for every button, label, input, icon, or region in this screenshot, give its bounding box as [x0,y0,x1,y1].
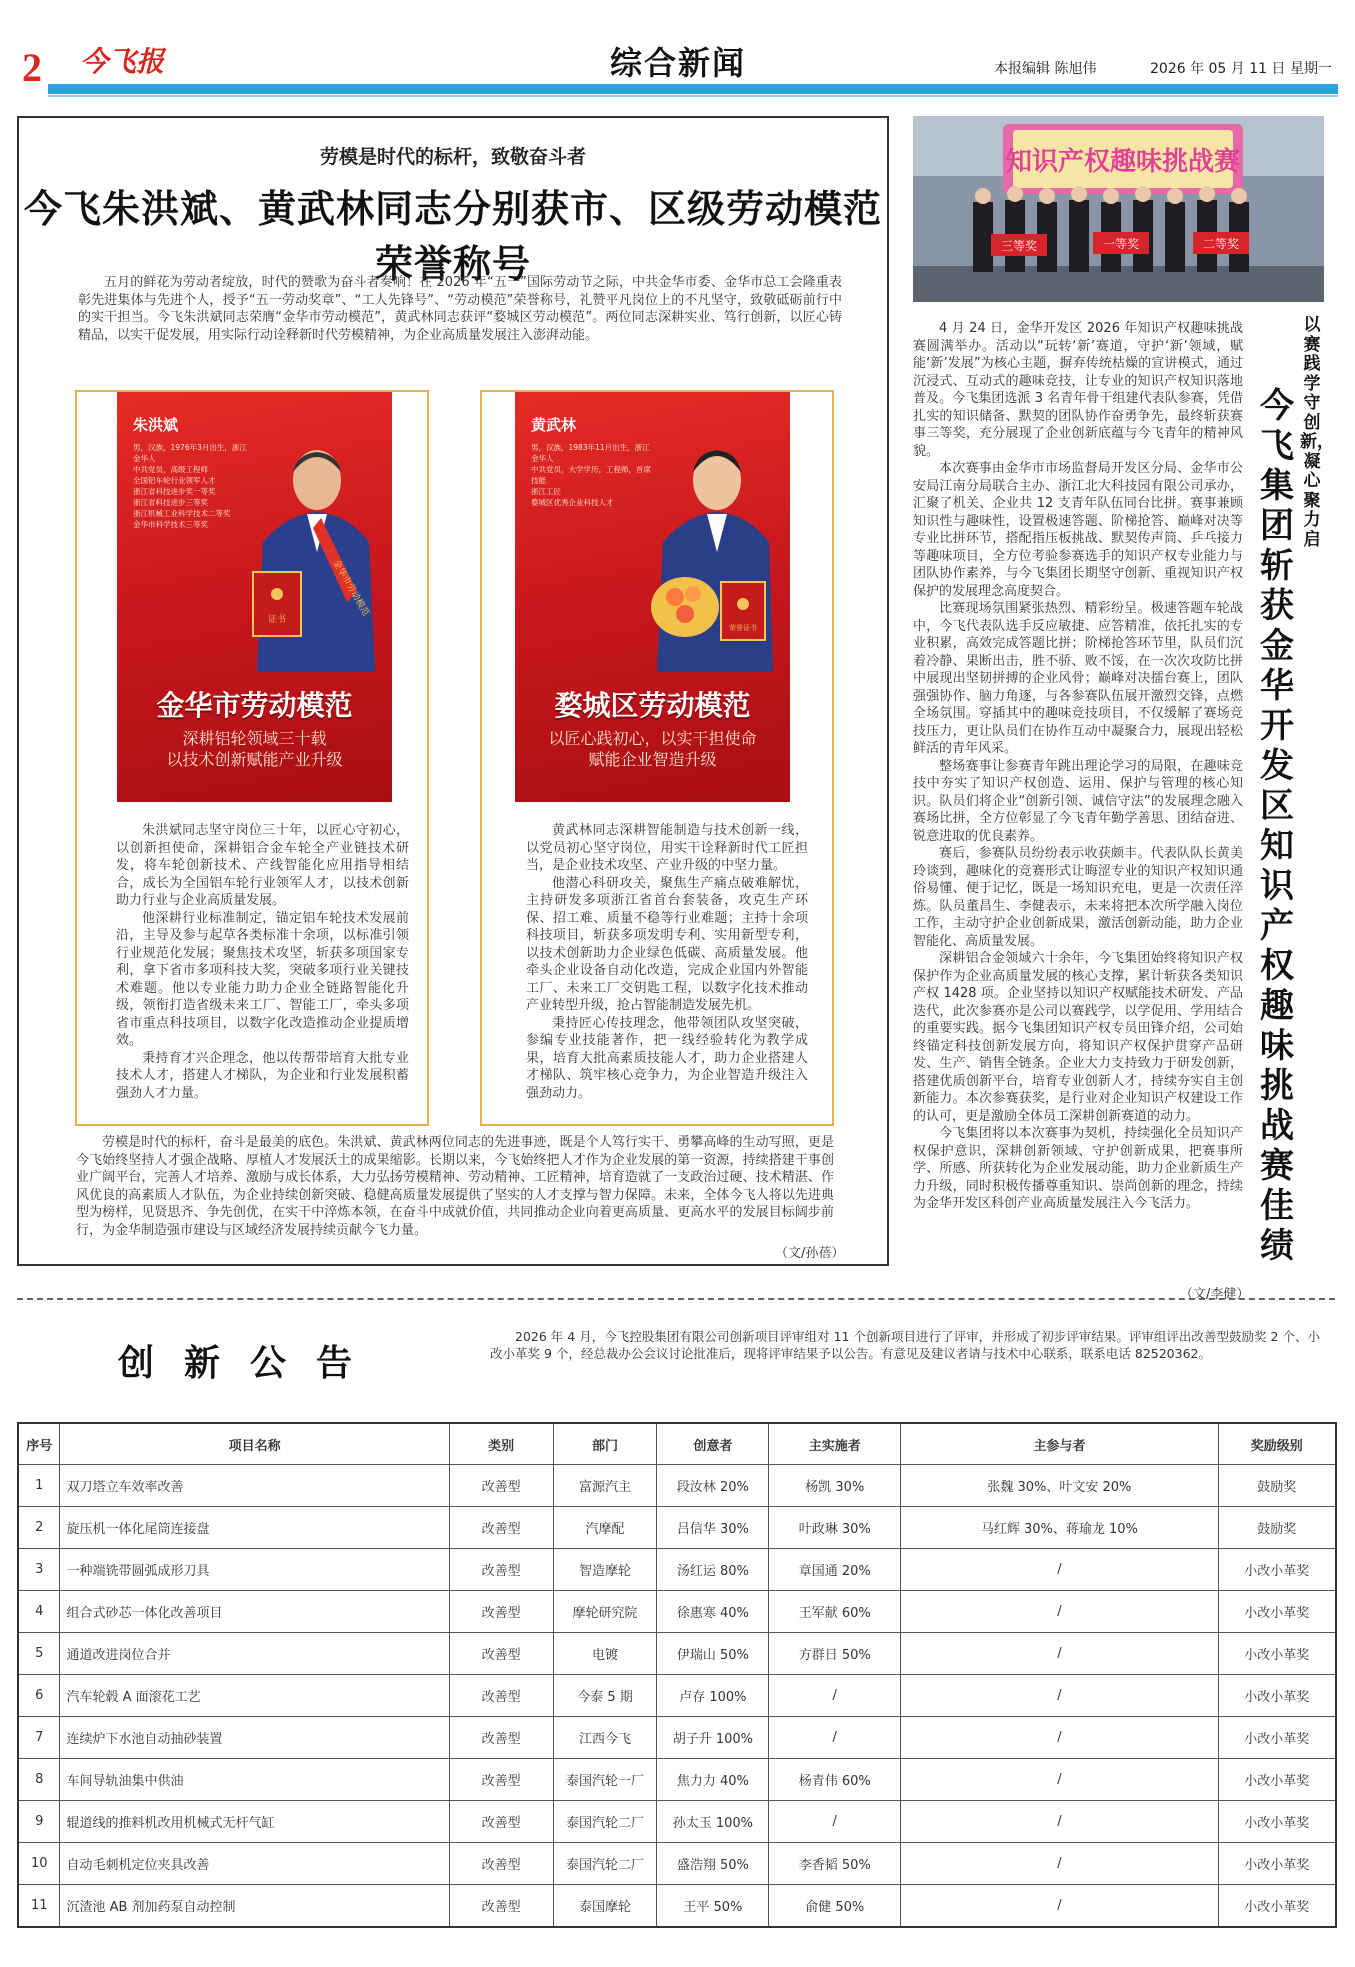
table-header-row [18,1423,1336,1465]
table-cell: 小改小革奖 [1218,1591,1336,1633]
poster-sub-line: 以匠心践初心，以实干担使命 [548,729,757,748]
table-cell: 改善型 [449,1675,553,1717]
table-cell: 11 [18,1885,60,1928]
poster-subtitle [117,728,392,770]
table-cell: 泰国汽轮二厂 [553,1843,657,1885]
issue-date: 2026 年 05 月 11 日 星期一 [1150,61,1332,77]
profile-text-left [116,822,409,1102]
table-cell: 焦力力 40% [657,1759,769,1801]
table-cell: 摩轮研究院 [553,1591,657,1633]
paragraph: 他深耕行业标准制定，锚定铝车轮技术发展前沿，主导及参与起草各类标准十余项，以标准引领行业规范化发展；聚焦技术攻坚，斩获多项国家专利，拿下省市多项科技大奖，突破多项行业关键技术难题。他以专业能力助力企业全链路智能化升级，领衔打造省级未来工厂、智能工厂，牵头多项省市重点科技项目，以数字化改造推动企业提质增效。 [116,910,409,1048]
paragraph: 整场赛事让参赛青年跳出理论学习的局限，在趣味竞技中夯实了知识产权创造、运用、保护与管理的核心知识。队员们将企业“创新引领、诚信守法”的发展理念融入赛场比拼，全方位彰显了今飞青年勤学善思、团结奋进、锐意进取的优良素养。 [913,758,1243,844]
table-cell: 胡子升 100% [657,1717,769,1759]
event-photo-illustration [913,116,1324,302]
table-cell: / [901,1843,1218,1885]
table-cell: 一种端铣带圆弧成形刀具 [60,1549,449,1591]
table-cell: 小改小革奖 [1218,1675,1336,1717]
table-cell: 杨青伟 60% [769,1759,901,1801]
table-row [18,1633,1336,1675]
table-cell: 伊瑞山 50% [657,1633,769,1675]
lead-headline: 今飞朱洪斌、黄武林同志分别获市、区级劳动模范荣誉称号 [23,187,882,286]
table-cell: 2 [18,1507,60,1549]
table-cell: / [901,1675,1218,1717]
table-row [18,1549,1336,1591]
paragraph: 本次赛事由金华市市场监督局开发区分局、金华市公安局江南分局联合主办、浙江北大科技园有限公司承办，汇聚了机关、企业共 12 支青年队伍同台比拼。赛事兼顾知识性与趣味性，设置极速答题、阶梯抢答、巅峰对决等专业比拼环节，搭配指压板挑战、默契传声筒、乒乓接力等趣味项目，全方位考验参赛选手的知识产权专业能力与团队协作素养，与今飞集团长期坚守创新、重视知识产权保护的发展理念高度契合。 [913,461,1243,599]
paragraph: 他潜心科研攻关，聚焦生产痛点破难解忧，主持研发多项浙江省首台套装备，攻克生产环保、招工难、质量不稳等行业难题；主持十余项科技项目，斩获多项发明专利、实用新型专利，以技术创新助力企业绿色低碳、高质量发展。他牵头企业设备自动化改造，完成企业国内外智能工厂、未来工厂交钥匙工程，以数字化技术推动产业转型升级，抢占智能制造发展先机。 [526,875,808,1013]
table-cell: 沉渣池 AB 剂加药泵自动控制 [60,1885,449,1928]
table-cell: 章国通 20% [769,1549,901,1591]
table-cell: 段汝林 20% [657,1465,769,1507]
table-cell: 盛浩翔 50% [657,1843,769,1885]
lead-kicker: 劳模是时代的标杆，致敬奋斗者 [319,146,586,168]
table-cell: 小改小革奖 [1218,1801,1336,1843]
table-cell: 车间导轨油集中供油 [60,1759,449,1801]
table-cell: 双刀塔立车效率改善 [60,1465,449,1507]
table-cell: 8 [18,1759,60,1801]
table-row [18,1675,1336,1717]
table-cell: 辊道线的推料机改用机械式无杆气缸 [60,1801,449,1843]
paragraph: 4 月 24 日，金华开发区 2026 年知识产权趣味挑战赛圆满举办。活动以“玩转‘新’赛道，守护‘新’领域，赋能‘新’发展”为核心主题，摒弃传统枯燥的宣讲模式，通过沉浸式、互动式的趣味竞技，让专业的知识产权知识落地普及。今飞集团选派 3 名青年骨干组建代表队参赛，凭借扎实的知识储备、默契的团队协作奋勇争先，最终斩获赛事三等奖，充分展现了企业创新底蕴与今飞青年的精神风貌。 [913,321,1243,459]
table-cell: 电镀 [553,1633,657,1675]
table-cell: 小改小革奖 [1218,1843,1336,1885]
paragraph: 赛后，参赛队员纷纷表示收获颇丰。代表队队长黄美玲谈到，趣味化的竞赛形式让晦涩专业的知识产权知识通俗易懂、便于记忆，既是一场知识充电，更是一次责任淬炼。队员董昌生、李健表示，未来将把本次所学融入岗位工作，主动守护企业创新成果，激活创新动能，助力企业智能化、高质量发展。 [913,846,1243,949]
notice-title: 创新公告 [118,1343,383,1384]
table-cell: 通道改进岗位合并 [60,1633,449,1675]
table-cell: / [769,1801,901,1843]
table-cell: 旋压机一体化尾筒连接盘 [60,1507,449,1549]
table-cell: 杨凯 30% [769,1465,901,1507]
header-rule-thin [48,95,1338,97]
table-row [18,1759,1336,1801]
table-cell: 改善型 [449,1507,553,1549]
table-cell: 小改小革奖 [1218,1759,1336,1801]
column-header: 部门 [553,1423,657,1465]
table-cell: 改善型 [449,1801,553,1843]
table-cell: 5 [18,1633,60,1675]
table-cell: 泰国汽轮二厂 [553,1801,657,1843]
event-photo [913,116,1324,302]
column-header: 主参与者 [901,1423,1218,1465]
poster-info: 男，汉族，1976年3月出生，浙江金华人 中共党员，高级工程师 全国铝车轮行业领军人才 浙江省科技进步奖一等奖 浙江省科技进步三等奖 浙江机械工业科学技术二等奖 金华市科学技术三等奖 [133,443,247,529]
paragraph: 比赛现场氛围紧张热烈、精彩纷呈。极速答题车轮战中，今飞代表队选手反应敏捷、应答精准，依托扎实的专业积累，高效完成答题比拼；阶梯抢答环节里，队员们沉着冷静、果断出击，胜不骄、败不馁，在一次次攻防比拼中展现出坚韧拼搏的企业风骨；巅峰对决擂台赛上，团队强强协作、脑力角逐，与各参赛队伍展开激烈交锋，点燃全场氛围。穿插其中的趣味竞技项目，不仅缓解了赛场竞技压力，更让队员们在协作互动中凝聚合力，展现出轻松鲜活的青年风采。 [913,601,1243,756]
table-cell: 孙太玉 100% [657,1801,769,1843]
table-cell: / [901,1885,1218,1928]
prize-board: 三等奖 [1000,239,1038,253]
notice-text: 2026 年 4 月，今飞控股集团有限公司创新项目评审组对 11 个创新项目进行了评审，并形成了初步评审结果。评审组评出改善型鼓励奖 2 个、小改小革奖 9 个，经总裁办公会议讨论批准后，现将评审结果予以公告。有意见及建议者请与技术中心联系，联系电话 82520362。 [490,1329,1320,1361]
table-cell: 汽摩配 [553,1507,657,1549]
table-cell: 3 [18,1549,60,1591]
table-cell: 组合式砂芯一体化改善项目 [60,1591,449,1633]
table-cell: 方群日 50% [769,1633,901,1675]
poster-subtitle [515,728,790,770]
column-header: 项目名称 [60,1423,449,1465]
table-cell: 李香韬 50% [769,1843,901,1885]
paragraph: 秉持匠心传技理念，他带领团队攻坚突破，参编专业技能著作，把一线经验转化为教学成果，培育大批高素质技能人才，助力企业搭建人才梯队、筑牢核心竞争力，为企业智造升级注入强劲动力。 [526,1015,808,1101]
right-headline: 今飞集团斩获金华开发区知识产权趣味挑战赛佳绩 [1260,386,1294,1266]
table-cell: 改善型 [449,1885,553,1928]
table-cell: 小改小革奖 [1218,1885,1336,1928]
newspaper-logo: 今飞报 [80,45,165,78]
table-cell: 6 [18,1675,60,1717]
table-cell: / [901,1759,1218,1801]
table-cell: 改善型 [449,1759,553,1801]
poster-name: 朱洪斌 [133,416,179,434]
poster-huang [515,392,790,802]
table-cell: 汤红运 80% [657,1549,769,1591]
table-cell: / [901,1717,1218,1759]
award-table [17,1422,1337,1928]
table-cell: 连续炉下水池自动抽砂装置 [60,1717,449,1759]
table-cell: 王平 50% [657,1885,769,1928]
portrait-illustration [247,432,377,672]
right-byline: （文/李健） [1180,1287,1250,1302]
table-cell: / [769,1717,901,1759]
table-cell: / [901,1549,1218,1591]
table-cell: 徐惠寒 40% [657,1591,769,1633]
header-rule [48,84,1338,94]
column-header: 类别 [449,1423,553,1465]
paragraph: 今飞集团将以本次赛事为契机，持续强化全员知识产权保护意识，深耕创新领域、守护创新成果，把赛事所学、所感、所获转化为企业发展动能，助力企业新质生产力升级，同时积极传播尊重知识、崇尚创新的理念，持续为金华开发区科创产业高质量发展注入今飞活力。 [913,1126,1243,1211]
column-header: 奖励级别 [1218,1423,1336,1465]
table-cell: 今泰 5 期 [553,1675,657,1717]
page-number: 2 [22,45,42,90]
poster-info: 男，汉族，1983年11月出生，浙江金华人 中共党员，大学学历，工程师，首席技能 浙江工匠 婺城区优秀企业科技人才 [531,443,651,507]
prize-board: 二等奖 [1202,237,1240,251]
table-cell: 改善型 [449,1717,553,1759]
right-kicker: 以赛践学守创新，凝心聚力启 [1300,315,1334,550]
table-cell: 小改小革奖 [1218,1549,1336,1591]
table-row [18,1465,1336,1507]
lead-byline: （文/孙蓓） [775,1246,845,1261]
poster-sub-line: 深耕铝轮领域三十载 [182,729,327,748]
table-row [18,1801,1336,1843]
table-cell: 江西今飞 [553,1717,657,1759]
table-cell: 改善型 [449,1591,553,1633]
table-cell: / [901,1633,1218,1675]
poster-title: 金华市劳动模范 [156,689,353,722]
table-cell: 7 [18,1717,60,1759]
table-cell: 泰国汽轮一厂 [553,1759,657,1801]
table-cell: 改善型 [449,1465,553,1507]
paragraph: 秉持育才兴企理念，他以传帮带培育大批专业技术人才，搭建人才梯队，为企业和行业发展积蓄强劲人才力量。 [116,1050,409,1101]
table-row [18,1591,1336,1633]
column-header: 创意者 [657,1423,769,1465]
table-cell: 张魏 30%、叶文安 20% [901,1465,1218,1507]
poster-name: 黄武林 [531,416,577,434]
table-cell: 吕信华 30% [657,1507,769,1549]
table-cell: 叶政琳 30% [769,1507,901,1549]
column-header: 主实施者 [769,1423,901,1465]
table-cell: 9 [18,1801,60,1843]
paragraph: 黄武林同志深耕智能制造与技术创新一线，以党员初心坚守岗位，用实干诠释新时代工匠担当，是企业技术攻坚、产业升级的中坚力量。 [526,823,808,873]
profile-text-right [526,822,808,1102]
column-header: 序号 [18,1423,60,1465]
table-cell: 改善型 [449,1633,553,1675]
table-cell: 10 [18,1843,60,1885]
table-cell: 自动毛刺机定位夹具改善 [60,1843,449,1885]
table-cell: 卢存 100% [657,1675,769,1717]
banner-text: 知识产权趣味挑战赛 [1005,147,1241,177]
poster-zhu [117,392,392,802]
table-cell: 小改小革奖 [1218,1717,1336,1759]
prize-board: 一等奖 [1102,237,1140,251]
table-cell: 智造摩轮 [553,1549,657,1591]
poster-sub-line: 以技术创新赋能产业升级 [166,750,343,769]
table-row [18,1507,1336,1549]
table-cell: 鼓励奖 [1218,1465,1336,1507]
table-cell: 小改小革奖 [1218,1633,1336,1675]
poster-title: 婺城区劳动模范 [554,689,751,722]
lead-summary: 劳模是时代的标杆，奋斗是最美的底色。朱洪斌、黄武林两位同志的先进事迹，既是个人笃行实干、勇攀高峰的生动写照，更是今飞始终坚持人才强企战略、厚植人才发展沃土的成果缩影。长期以来，今飞始终把人才作为企业发展的第一资源，持续搭建干事创业广阔平台，完善人才培养、激励与成长体系，大力弘扬劳模精神、劳动精神、工匠精神，培育造就了一支政治过硬、技术精湛、作风优良的高素质人才队伍，为企业持续创新突破、稳健高质量发展提供了坚实的人才支撑与智力保障。未来，全体今飞人将以先进典型为榜样，见贤思齐、争先创优，在实干中淬炼本领，在奋斗中成就价值，共同推动企业向着更高质量、更高水平的发展目标阔步前行，为金华制造强市建设与区域经济发展持续贡献今飞力量。 [76,1135,834,1238]
table-cell: / [901,1801,1218,1843]
table-cell: 改善型 [449,1549,553,1591]
paragraph: 深耕铝合金领域六十余年，今飞集团始终将知识产权保护作为企业高质量发展的核心支撑，累计斩获各类知识产权 1428 项。企业坚持以知识产权赋能技术研发、产品迭代，此次参赛亦是公司以赛践学，以学促用、学用结合的重要实践。据今飞集团知识产权专员田锋介绍，公司始终锚定科技创新发展方向，将知识产权保护贯穿产品研发、生产、销售全链条。企业大力支持致力于研发创新，搭建优质创新平台，培育专业创新人才，持续夯实自主创新能力。本次参赛获奖，是行业对企业知识产权建设工作的认可，更是激励全体员工深耕创新赛道的动力。 [913,951,1243,1124]
table-cell: 4 [18,1591,60,1633]
table-cell: 泰国摩轮 [553,1885,657,1928]
cert-text: 证书 [267,615,287,625]
table-cell: / [769,1675,901,1717]
table-cell: 改善型 [449,1843,553,1885]
lead-intro: 五月的鲜花为劳动者绽放，时代的赞歌为奋斗者奏响！在 2026 年“五一”国际劳动节之际，中共金华市委、金华市总工会隆重表彰先进集体与先进个人，授予“五一劳动奖章”、“工人先锋号”、“劳动模范”荣誉称号，礼赞平凡岗位上的不凡坚守，致敬砥砺前行中的实干担当。今飞朱洪斌同志荣膺“金华市劳动模范”，黄武林同志获评“婺城区劳动模范”。两位同志深耕实业、笃行创新，以匠心铸精品，以实干促发展，用实际行动诠释新时代劳模精神，为企业高质量发展注入澎湃动能。 [78,275,842,343]
cert-text: 荣誉证书 [729,624,757,632]
poster-sub-line: 赋能企业智造升级 [588,750,717,769]
section-divider [17,1298,1335,1300]
table-cell: 1 [18,1465,60,1507]
right-article-text [913,320,1243,1213]
table-row [18,1885,1336,1928]
table-cell: / [901,1591,1218,1633]
editor-credit: 本报编辑 陈旭伟 [994,61,1097,77]
table-row [18,1843,1336,1885]
table-cell: 马红辉 30%、蒋瑜龙 10% [901,1507,1218,1549]
paragraph: 朱洪斌同志坚守岗位三十年，以匠心守初心，以创新担使命，深耕铝合金车轮全产业链技术研发，将车轮创新技术、产线智能化应用指导相结合，成长为全国铝车轮行业领军人才，以技术创新助力行业与企业高质量发展。 [116,823,409,908]
table-row [18,1717,1336,1759]
table-cell: 俞健 50% [769,1885,901,1928]
portrait-illustration [645,432,775,672]
table-cell: 汽车轮毂 A 面滚花工艺 [60,1675,449,1717]
table-cell: 富源汽主 [553,1465,657,1507]
sash-text: 金华市劳动模范 [330,558,371,619]
table-cell: 鼓励奖 [1218,1507,1336,1549]
table-cell: 王军献 60% [769,1591,901,1633]
section-title: 综合新闻 [610,44,747,82]
